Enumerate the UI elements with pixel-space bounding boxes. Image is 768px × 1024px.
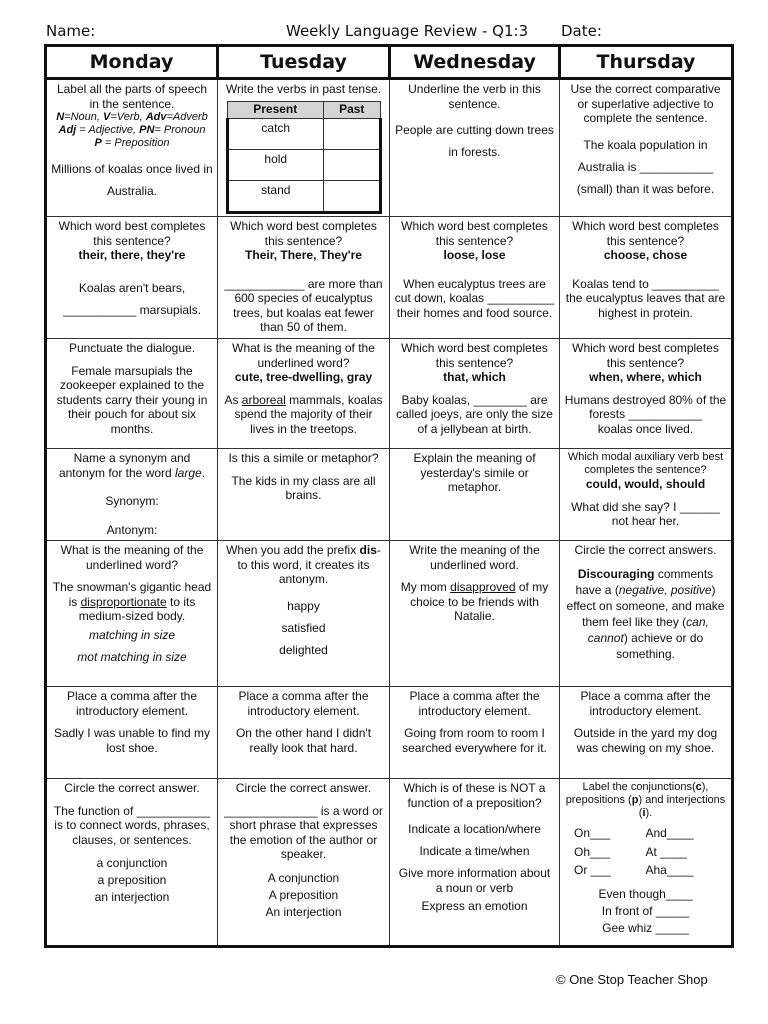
cell-punctuate-dialogue: Punctuate the dialogue. Female marsupials the zookeeper explained to the students carry their young in their pouch for about six months.	[46, 339, 218, 449]
cell-that-which: Which word best completes this sentence? that, which Baby koalas, ________ are called joeys, are only the size of a jellybean at birth.	[390, 339, 560, 449]
option[interactable]: an interjection	[94, 890, 170, 904]
option[interactable]: Indicate a time/when	[419, 844, 530, 858]
cell-prefix-dis: When you add the prefix dis- to this word, it creates its antonym. happy satisfied delighted	[218, 541, 390, 687]
cell-interjection-function: Circle the correct answer. ______________ is a word or short phrase that expresses the emotion of the author or speaker. A conjunction A preposition An interjection	[218, 779, 390, 947]
worksheet-title: Weekly Language Review - Q1:3	[286, 22, 529, 40]
name-label: Name:	[46, 22, 96, 40]
cell-comma-wed: Place a comma after the introductory element. Going from room to room I searched everywhere for it.	[390, 687, 560, 779]
cell-loose-lose: Which word best completes this sentence? loose, lose When eucalyptus trees are cut down, koalas __________ their homes and food source.	[390, 217, 560, 339]
cell-comparative: Use the correct comparative or superlative adjective to complete the sentence. The koala population in Australia is ___________ (small) than it was before.	[560, 79, 733, 217]
cell-arboreal-meaning: What is the meaning of the underlined word? cute, tree-dwelling, gray As arboreal mammals, koalas spend the majority of their lives in the treetops.	[218, 339, 390, 449]
cell-when-where-which: Which word best completes this sentence? when, where, which Humans destroyed 80% of the forests ___________ koalas once lived.	[560, 339, 733, 449]
review-grid	[44, 44, 734, 948]
option[interactable]: Express an emotion	[421, 899, 528, 913]
cell-label-conjunctions: Label the conjunctions(c), prepositions (p) and interjections (i). On___ And____ Oh___ At ____ Or ___ Aha____ Even though____ In front of _____ Gee whiz _____	[560, 779, 733, 947]
cell-choose-chose: Which word best completes this sentence? choose, chose Koalas tend to __________ the eucalyptus leaves that are highest in protein.	[560, 217, 733, 339]
cell-preposition-function: Which is of these is NOT a function of a preposition? Indicate a location/where Indicate a time/when Give more information about a noun or verb Express an emotion	[390, 779, 560, 947]
option-not-matching[interactable]: mot matching in size	[77, 649, 187, 664]
word-list: On___ And____ Oh___ At ____ Or ___ Aha____	[574, 826, 694, 877]
cell-their-there: Which word best completes this sentence? their, there, they're Koalas aren't bears, ___________ marsupials.	[46, 217, 218, 339]
present-verb: hold	[227, 149, 324, 180]
antonym-label: Antonym:	[106, 522, 158, 537]
option[interactable]: A conjunction	[267, 870, 340, 885]
cell-parts-of-speech: Label all the parts of speech in the sentence. N=Noun, V=Verb, Adv=Adverb Adj = Adjective, PN= Pronoun P = Preposition Millions of koalas once lived in Australia.	[46, 79, 218, 217]
option[interactable]: Give more information about a noun or verb	[398, 866, 551, 895]
past-answer-field[interactable]	[324, 180, 381, 212]
synonym-label: Synonym:	[105, 494, 159, 508]
cell-past-tense: Write the verbs in past tense. Present Past catch hold stand	[218, 79, 390, 217]
date-label: Date:	[561, 22, 602, 40]
present-verb: stand	[227, 180, 324, 212]
present-verb: catch	[227, 118, 324, 149]
cell-disproportionate: What is the meaning of the underlined word? The snowman's gigantic head is disproportionate to its medium-sized body. matching in size mot matching in size	[46, 541, 218, 687]
cell-simile-metaphor: Is this a simile or metaphor? The kids in my class are all brains.	[218, 449, 390, 541]
option[interactable]: A preposition	[268, 887, 339, 902]
cell-synonym-antonym: Name a synonym and antonym for the word large. Synonym: Antonym:	[46, 449, 218, 541]
cell-comma-tue: Place a comma after the introductory element. On the other hand I didn't really look that hard.	[218, 687, 390, 779]
option-matching[interactable]: matching in size	[88, 627, 176, 642]
cell-underline-verb: Underline the verb in this sentence. People are cutting down trees in forests.	[390, 79, 560, 217]
cell-comma-thu: Place a comma after the introductory element. Outside in the yard my dog was chewing on my shoe.	[560, 687, 733, 779]
past-answer-field[interactable]	[324, 118, 381, 149]
cell-their-there-caps: Which word best completes this sentence? Their, There, They're ____________ are more than 600 species of eucalyptus trees, but koalas eat fewer than 50 of them.	[218, 217, 390, 339]
option[interactable]: An interjection	[265, 904, 342, 919]
pos-sentence: Millions of koalas once lived in Australia.	[51, 162, 213, 198]
cell-disapproved: Write the meaning of the underlined word. My mom disapproved of my choice to be friends with Natalie.	[390, 541, 560, 687]
cell-conjunction-function: Circle the correct answer. The function of ___________ is to connect words, phrases, clauses, or sentences. a conjunction a preposition an interjection	[46, 779, 218, 947]
worksheet-header	[46, 22, 726, 44]
verb-tense-table: Present Past catch hold stand	[226, 101, 382, 214]
day-header-monday: Monday	[46, 46, 218, 79]
cell-comma-mon: Place a comma after the introductory element. Sadly I was unable to find my lost shoe.	[46, 687, 218, 779]
cell-circle-answers: Circle the correct answers. Discouraging comments have a (negative, positive) effect on someone, and make them feel like they (can, cannot) achieve or do something.	[560, 541, 733, 687]
past-answer-field[interactable]	[324, 149, 381, 180]
cell-explain-meaning: Explain the meaning of yesterday's simile or metaphor.	[390, 449, 560, 541]
cell-modal-verb: Which modal auxiliary verb best completes the sentence? could, would, should What did she say? I ______ not hear her.	[560, 449, 733, 541]
option[interactable]: a preposition	[97, 873, 167, 887]
pos-key: N=Noun, V=Verb, Adv=Adverb Adj = Adjective, PN= Pronoun P = Preposition	[56, 111, 208, 149]
day-header-thursday: Thursday	[560, 46, 733, 79]
option[interactable]: Indicate a location/where	[408, 822, 541, 836]
day-header-tuesday: Tuesday	[218, 46, 390, 79]
option[interactable]: a conjunction	[96, 856, 168, 870]
day-header-wednesday: Wednesday	[390, 46, 560, 79]
copyright-footer: © One Stop Teacher Shop	[556, 972, 708, 987]
